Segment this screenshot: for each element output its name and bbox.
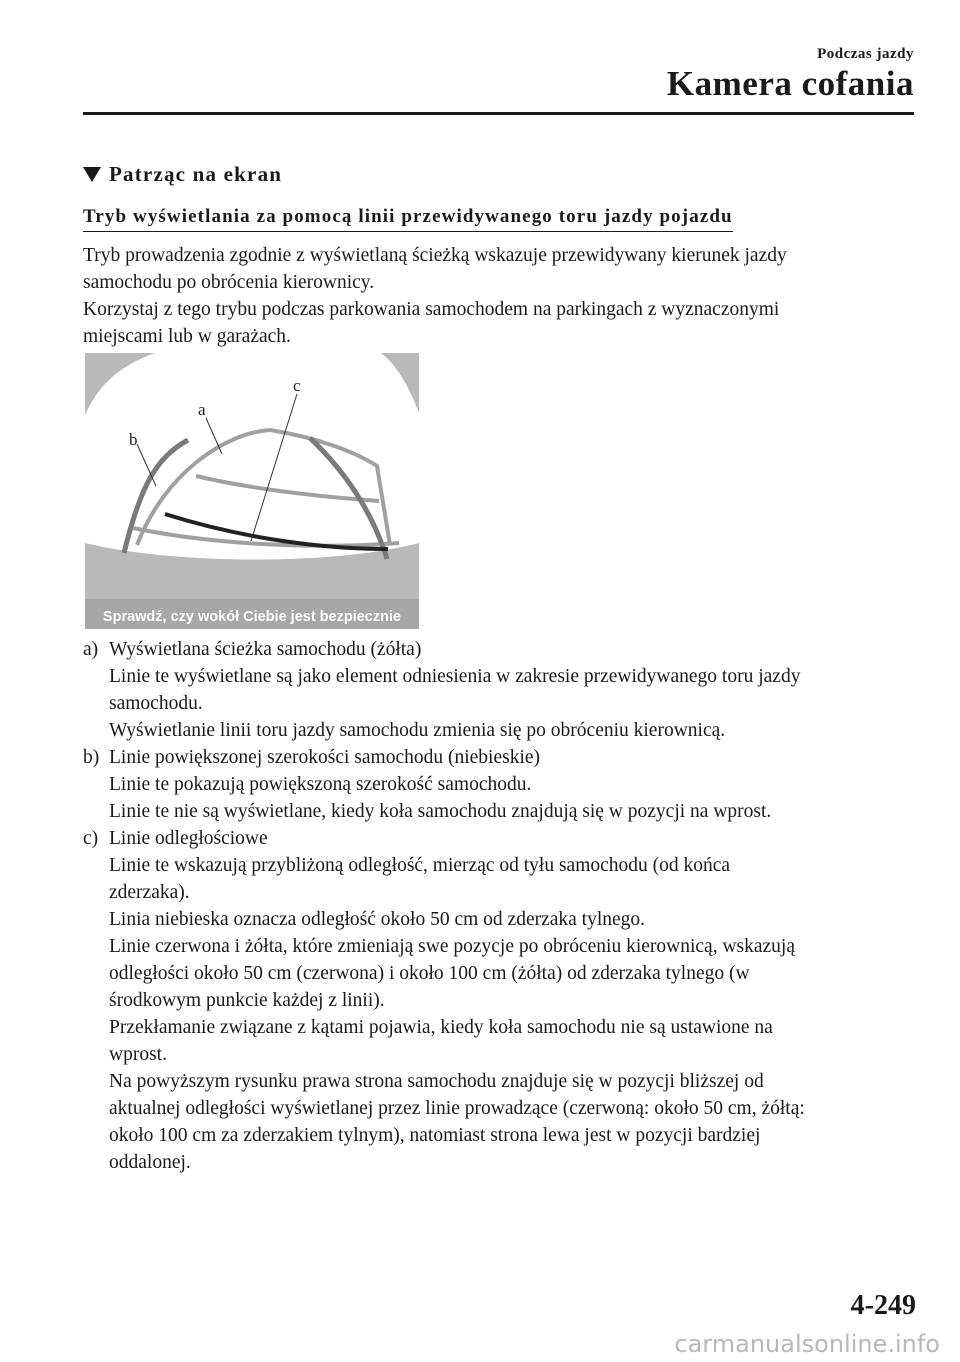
list-line: aktualnej odległości wyświetlanej przez linie prowadzące (czerwoną: około 50 cm, żółtą: (109, 1098, 805, 1119)
intro-paragraph (83, 242, 923, 350)
list-line: Przekłamanie związane z kątami pojawia, kiedy koła samochodu nie są ustawione na (109, 1017, 773, 1038)
list-line: wprost. (109, 1044, 167, 1065)
label-c: c (293, 376, 301, 395)
list-line: Linie powiększonej szerokości samochodu (niebieskie) (109, 747, 541, 768)
list-line: około 100 cm za zderzakiem tylnym), natomiast strona lewa jest w pozycji bardziej (109, 1125, 761, 1146)
list-line: odległości około 50 cm (czerwona) i około 100 cm (żółta) od zderzaka tylnego (w (109, 963, 750, 984)
list-line: Linie te wskazują przybliżoną odległość, mierząc od tyłu samochodu (od końca (109, 855, 731, 876)
label-b: b (129, 430, 138, 449)
list-line: środkowym punkcie każdej z linii). (109, 990, 385, 1011)
list-line: Linie te wyświetlane są jako element odniesienia w zakresie przewidywanego toru jazdy (109, 666, 801, 687)
list-line: Wyświetlana ścieżka samochodu (żółta) (109, 639, 422, 660)
rear-camera-figure (85, 353, 419, 629)
list-line: Linia niebieska oznacza odległość około 50 cm od zderzaka tylnego. (109, 909, 646, 930)
list-marker: b) (83, 747, 100, 768)
list-item-body (109, 744, 771, 825)
watermark-link[interactable]: carmanualsonline.info (674, 1330, 940, 1358)
intro-line: Tryb prowadzenia zgodnie z wyświetlaną ścieżką wskazuje przewidywany kierunek jazdy (83, 245, 787, 266)
rear-camera-illustration (85, 353, 419, 629)
list-item (83, 636, 923, 744)
label-a: a (198, 400, 206, 419)
list-line: Linie czerwona i żółta, które zmieniają swe pozycje po obróceniu kierownicą, wskazują (109, 936, 796, 957)
list-line: oddalonej. (109, 1152, 191, 1173)
list-line: Linie te pokazują powiększoną szerokość samochodu. (109, 774, 532, 795)
legend-list (83, 636, 923, 1176)
intro-line: samochodu po obrócenia kierownicy. (83, 272, 375, 293)
chapter-label: Podczas jazdy (817, 46, 914, 62)
list-item (83, 825, 923, 1176)
list-line: Wyświetlanie linii toru jazdy samochodu zmienia się po obróceniu kierownicą. (109, 720, 726, 741)
list-line: samochodu. (109, 693, 203, 714)
list-line: Linie te nie są wyświetlane, kiedy koła samochodu znajdują się w pozycji na wprost. (109, 801, 772, 822)
list-line: Linie odległościowe (109, 828, 268, 849)
intro-line: Korzystaj z tego trybu podczas parkowania samochodem na parkingach z wyznaczonymi (83, 299, 780, 320)
list-item-body (109, 636, 800, 744)
list-item (83, 744, 923, 825)
section-heading (83, 162, 282, 187)
page-number: 4-249 (850, 1290, 916, 1321)
triangle-bullet-icon (83, 167, 101, 182)
list-item-body (109, 825, 805, 1176)
list-line: zderzaka). (109, 882, 190, 903)
header-divider (83, 112, 914, 115)
list-line: Na powyższym rysunku prawa strona samochodu znajduje się w pozycji bliższej od (109, 1071, 764, 1092)
page-title: Kamera cofania (666, 64, 914, 103)
list-marker: c) (83, 828, 99, 849)
section-heading-text: Patrząc na ekran (109, 162, 283, 186)
subheading: Tryb wyświetlania za pomocą linii przewidywanego toru jazdy pojazdu (83, 206, 733, 232)
list-marker: a) (83, 639, 99, 660)
figure-caption: Sprawdź, czy wokół Ciebie jest bezpiecznie (102, 609, 402, 625)
intro-line: miejscami lub w garażach. (83, 326, 291, 347)
